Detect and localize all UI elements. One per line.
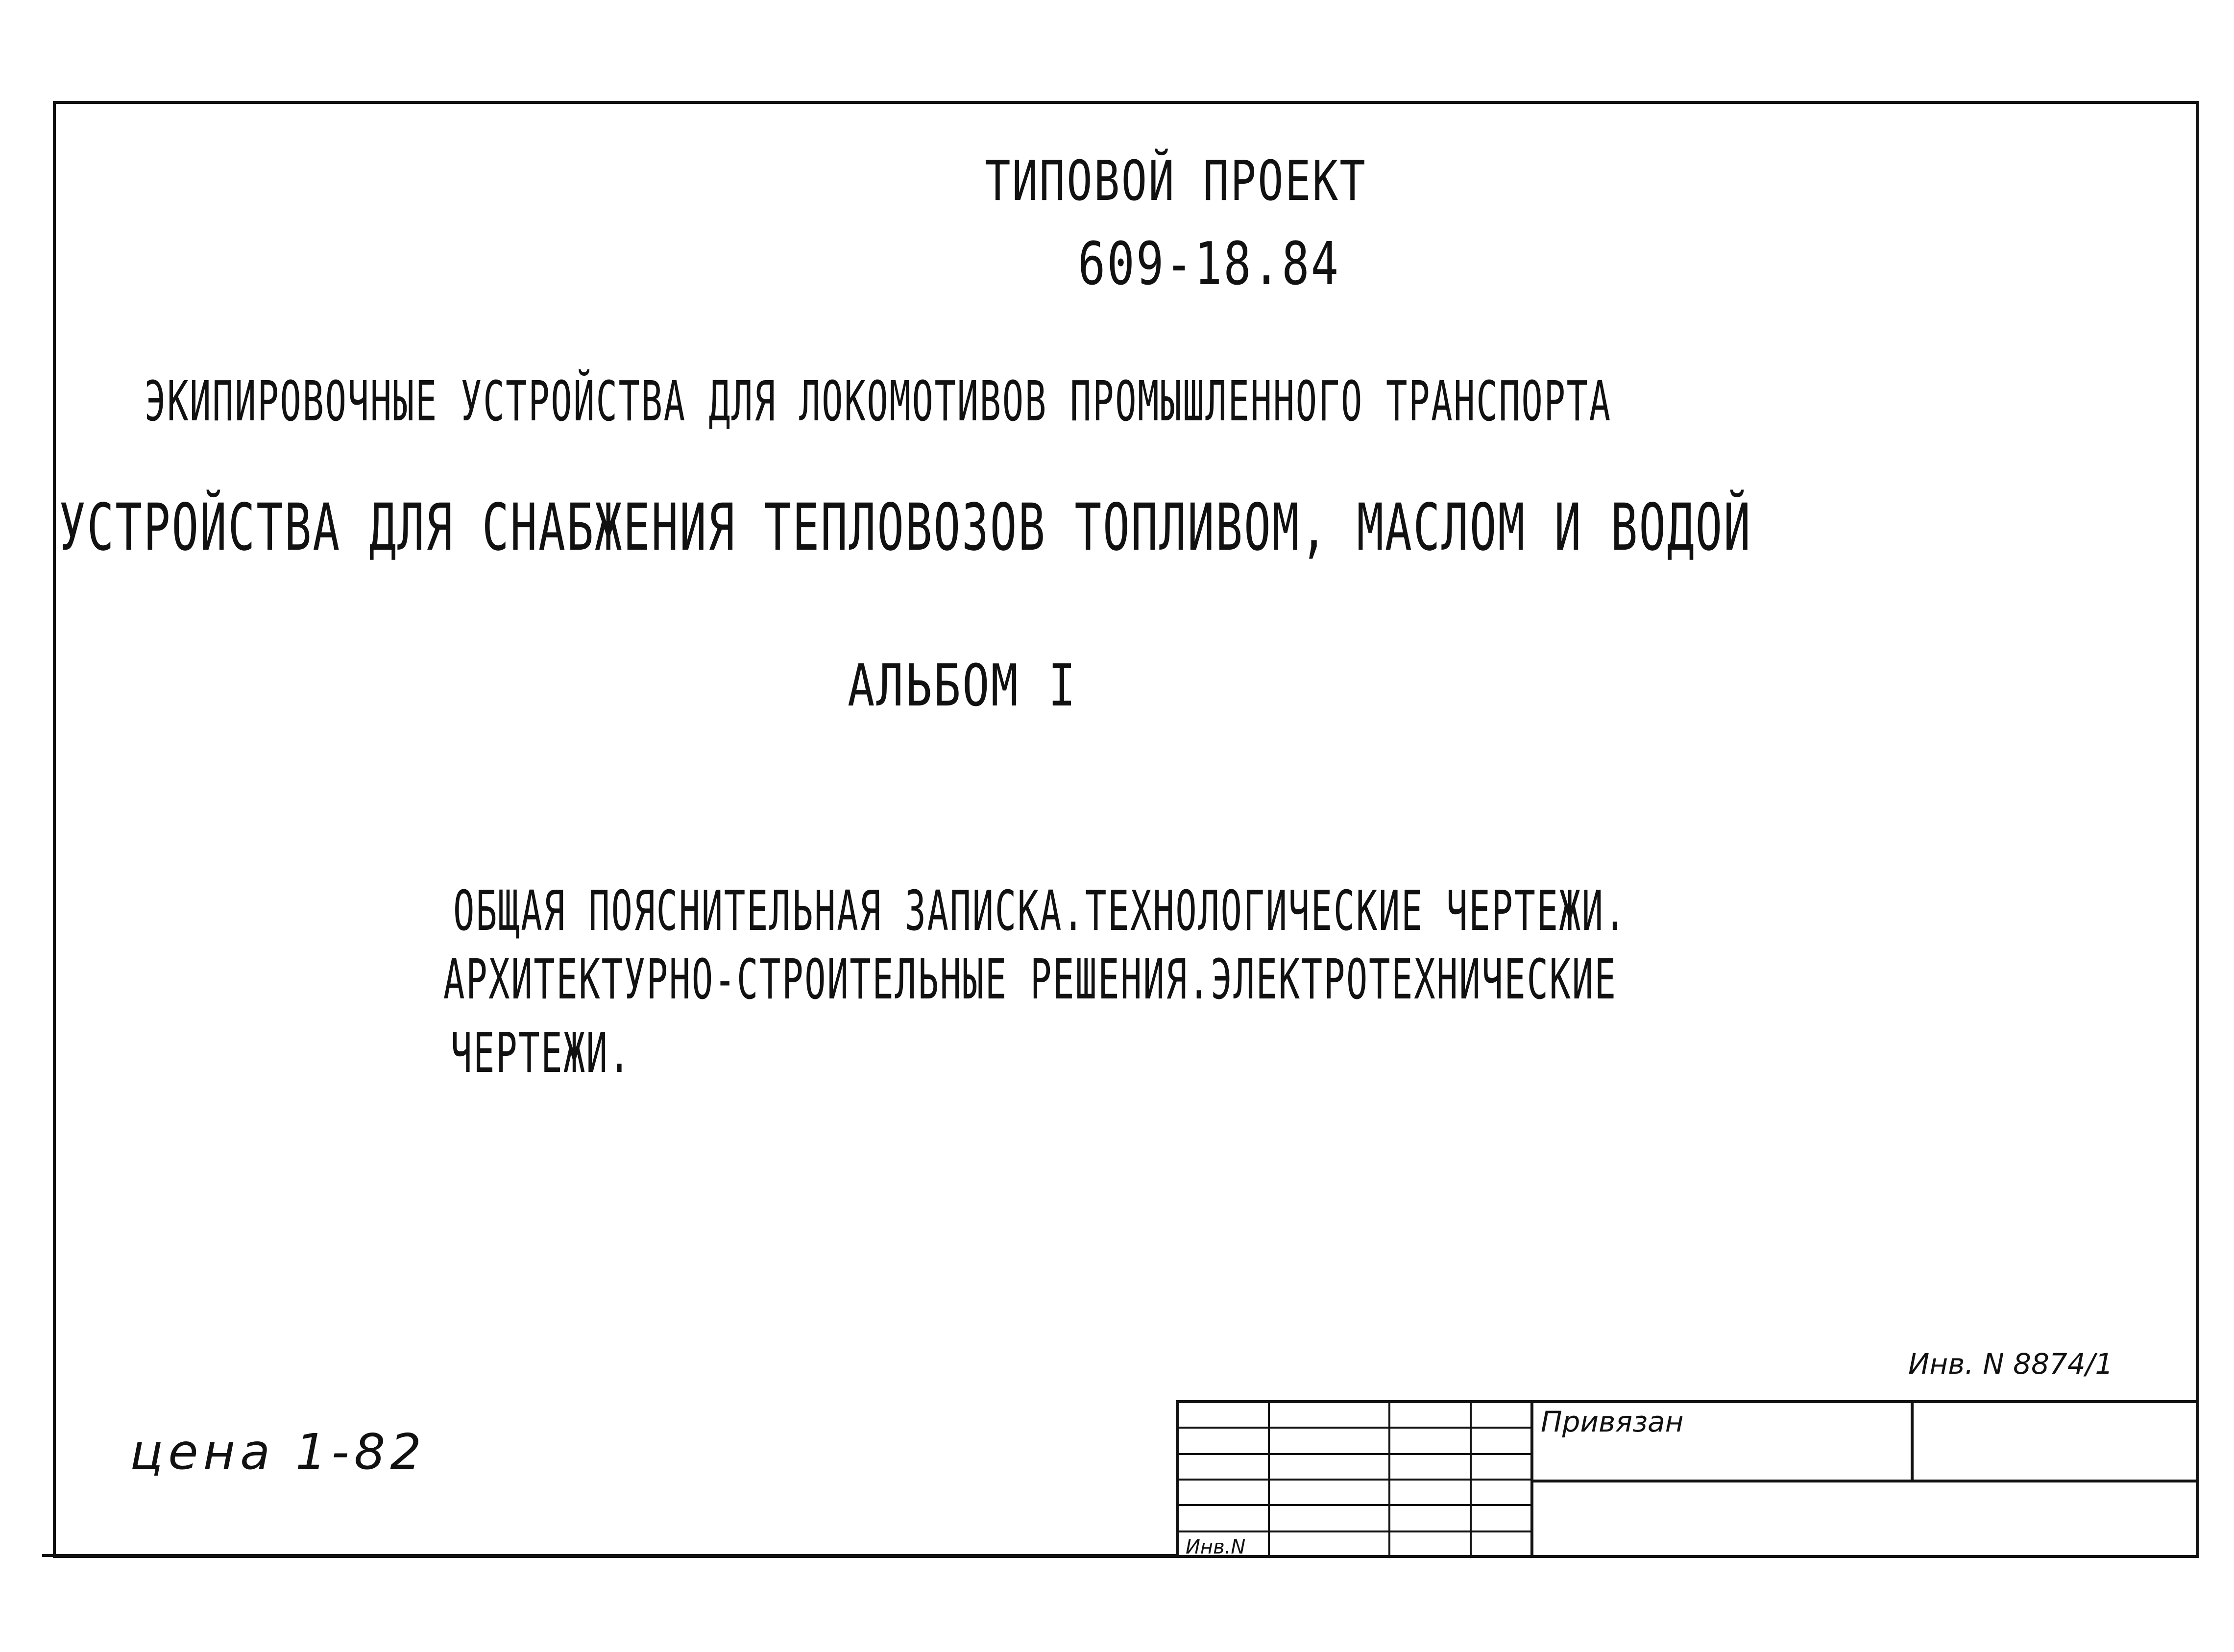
album-label: АЛЬБОМ I (848, 652, 1077, 719)
frame-bottom-line (42, 1554, 1179, 1557)
drawing-frame (53, 101, 2199, 1558)
inventory-number: Инв. N 8874/1 (1908, 1347, 2113, 1381)
title-block-divider (1530, 1480, 2199, 1482)
description-line: АРХИТЕКТУРНО-СТРОИТЕЛЬНЫЕ РЕШЕНИЯ.ЭЛЕКТРОТЕХНИЧЕСКИЕ (443, 948, 1617, 1012)
title-block-divider (1530, 1400, 1533, 1557)
project-type: ТИПОВОЙ ПРОЕКТ (985, 149, 1367, 213)
description-line: ОБЩАЯ ПОЯСНИТЕЛЬНАЯ ЗАПИСКА.ТЕХНОЛОГИЧЕСКИЕ ЧЕРТЕЖИ. (453, 879, 1627, 943)
title-block-row-line (1176, 1531, 1530, 1532)
title-block-row-line (1176, 1479, 1530, 1481)
title-block-row-line (1176, 1453, 1530, 1455)
main-title: УСТРОЙСТВА ДЛЯ СНАБЖЕНИЯ ТЕПЛОВОЗОВ ТОПЛИВОМ, МАСЛОМ И ВОДОЙ (59, 490, 1752, 565)
title-block-row-line (1176, 1504, 1530, 1506)
project-code: 609-18.84 (1078, 230, 1340, 298)
bound-label: Привязан (1541, 1405, 1684, 1438)
title-block-row-line (1176, 1427, 1530, 1429)
series-title: ЭКИПИРОВОЧНЫЕ УСТРОЙСТВА ДЛЯ ЛОКОМОТИВОВ ПРОМЫШЛЕННОГО ТРАНСПОРТА (145, 370, 1612, 434)
description-line: ЧЕРТЕЖИ. (451, 1021, 631, 1085)
price-note: цена 1-82 (130, 1423, 426, 1481)
inventory-label: Инв.N (1186, 1536, 1246, 1558)
title-block-border (1176, 1400, 2199, 1403)
title-block-divider (1911, 1400, 1914, 1482)
